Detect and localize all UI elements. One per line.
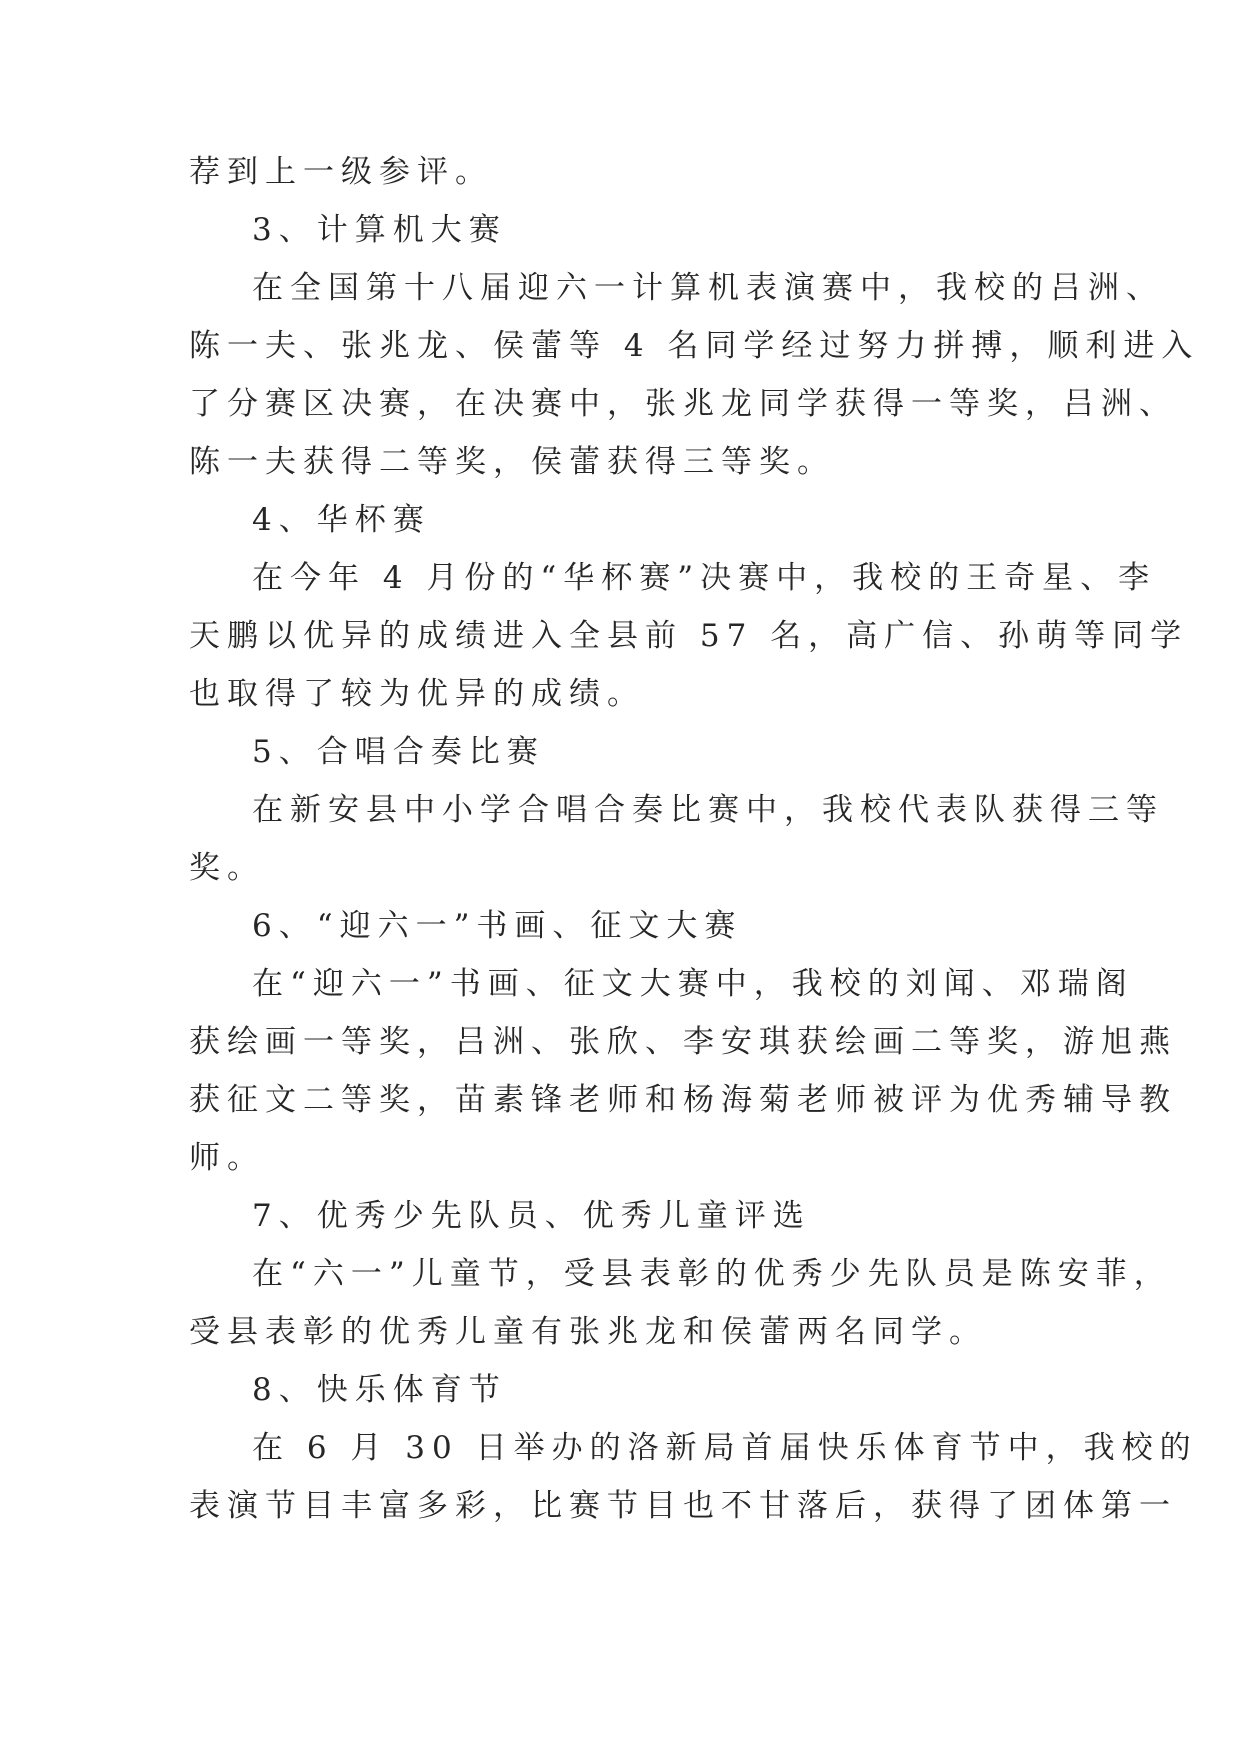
- text-line: 陈一夫、张兆龙、侯蕾等 4 名同学经过努力拼搏，顺利进入: [189, 328, 1200, 364]
- text-line: 天鹏以优异的成绩进入全县前 57 名，高广信、孙萌等同学: [189, 618, 1189, 654]
- text-line: 在“六一”儿童节，受县表彰的优秀少先队员是陈安菲，: [252, 1256, 1172, 1292]
- text-line: 获征文二等奖，苗素锋老师和杨海菊老师被评为优秀辅导教: [189, 1082, 1177, 1118]
- text-line: 奖。: [189, 850, 265, 886]
- section-heading-choir-contest: 5、合唱合奏比赛: [252, 734, 545, 770]
- text-line: 在新安县中小学合唱合奏比赛中，我校代表队获得三等: [252, 792, 1164, 828]
- section-heading-sports-festival: 8、快乐体育节: [252, 1372, 507, 1408]
- text-line: 表演节目丰富多彩，比赛节目也不甘落后，获得了团体第一: [189, 1488, 1177, 1524]
- section-heading-huabei-contest: 4、华杯赛: [252, 502, 431, 538]
- text-line: 陈一夫获得二等奖，侯蕾获得三等奖。: [189, 444, 835, 480]
- text-line: 也取得了较为优异的成绩。: [189, 676, 645, 712]
- section-heading-outstanding-pioneers: 7、优秀少先队员、优秀儿童评选: [252, 1198, 811, 1234]
- text-line: 在今年 4 月份的“华杯赛”决赛中，我校的王奇星、李: [252, 560, 1157, 596]
- section-heading-computer-contest: 3、计算机大赛: [252, 212, 507, 248]
- section-heading-art-essay-contest: 6、“迎六一”书画、征文大赛: [252, 908, 743, 944]
- text-line: 师。: [189, 1140, 265, 1176]
- text-line: 在 6 月 30 日举办的洛新局首届快乐体育节中，我校的: [252, 1430, 1198, 1466]
- text-line: 荐到上一级参评。: [189, 154, 493, 190]
- text-line: 在全国第十八届迎六一计算机表演赛中，我校的吕洲、: [252, 270, 1164, 306]
- text-line: 在“迎六一”书画、征文大赛中，我校的刘闻、邓瑞阁: [252, 966, 1134, 1002]
- text-line: 受县表彰的优秀儿童有张兆龙和侯蕾两名同学。: [189, 1314, 987, 1350]
- text-line: 了分赛区决赛，在决赛中，张兆龙同学获得一等奖，吕洲、: [189, 386, 1177, 422]
- text-line: 获绘画一等奖，吕洲、张欣、李安琪获绘画二等奖，游旭燕: [189, 1024, 1177, 1060]
